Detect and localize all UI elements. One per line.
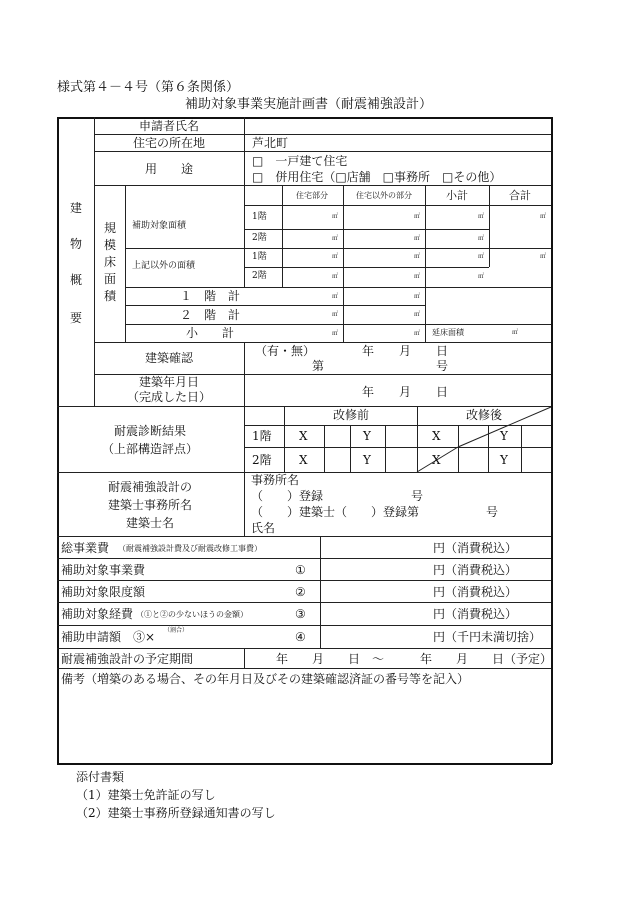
- other-floor1: 1階: [252, 252, 267, 262]
- total-floor-area-label: 延床面積: [432, 328, 464, 337]
- col-header-residential: 住宅部分: [296, 191, 328, 200]
- section-label-2: 物: [70, 237, 83, 251]
- mark-2: ②: [295, 585, 306, 599]
- built-date-sublabel: （完成した日）: [126, 390, 212, 404]
- total-cost-unit: 円（消費税込）: [433, 541, 518, 555]
- col-header-subtotal: 小計: [446, 189, 468, 202]
- confirmation-year: 年: [362, 344, 375, 358]
- col-header-total: 合計: [509, 189, 531, 202]
- built-month: 月: [399, 385, 412, 399]
- floor2-total-label: ２ 階 計: [179, 308, 241, 322]
- diagnosis-sublabel: （上部構造評点）: [101, 442, 199, 456]
- architect-name-label: 氏名: [251, 521, 276, 535]
- request-label: 補助申請額 ③×: [61, 630, 156, 644]
- confirmation-label: 建築確認: [144, 351, 194, 365]
- total-cost-note: （耐震補強設計費及び耐震改修工事費）: [118, 544, 262, 553]
- floor-area-label-2: 模: [104, 238, 117, 252]
- section-label-3: 概: [70, 273, 83, 287]
- attachment-item-2: （2）建築士事務所登録通知書の写し: [76, 806, 276, 820]
- unit: ㎡: [414, 253, 421, 260]
- limit-cost-unit: 円（消費税込）: [433, 585, 518, 599]
- confirmation-yesno[interactable]: （有・無）: [255, 344, 316, 358]
- other-floor2: 2階: [252, 271, 267, 281]
- after-y-2: Y: [500, 453, 508, 467]
- before-y-1: Y: [363, 429, 371, 443]
- designer-label-2: 建築士事務所名: [107, 498, 193, 512]
- after-y-1: Y: [500, 429, 508, 443]
- unit: ㎡: [332, 311, 339, 318]
- unit: ㎡: [478, 235, 485, 242]
- architect-line[interactable]: （ ）建築士（ ）登録第: [251, 505, 420, 519]
- expense-note: （①と②の少ないほうの金額）: [136, 610, 248, 619]
- expense-unit: 円（消費税込）: [433, 607, 518, 621]
- built-date-label: 建築年月日: [138, 375, 200, 389]
- confirmation-month: 月: [399, 344, 412, 358]
- unit: ㎡: [332, 235, 339, 242]
- floor-area-label-1: 規: [104, 221, 117, 235]
- floor1-total-label: １ 階 計: [179, 289, 241, 303]
- target-cost-unit: 円（消費税込）: [433, 563, 518, 577]
- expense-label: 補助対象経費: [61, 607, 134, 621]
- section-label-1: 建: [70, 201, 83, 215]
- unit: ㎡: [478, 273, 485, 280]
- before-y-2: Y: [363, 453, 371, 467]
- other-area-label: 上記以外の面積: [132, 261, 196, 271]
- floor-area-label-5: 積: [104, 289, 117, 303]
- location-label: 住宅の所在地: [132, 136, 206, 150]
- unit: ㎡: [478, 253, 485, 260]
- request-note: （割合）: [164, 627, 189, 634]
- floor-area-label-3: 床: [104, 255, 117, 269]
- before-x-2: X: [299, 453, 308, 467]
- confirmation-number-prefix: 第: [312, 359, 325, 373]
- diagnosis-label: 耐震診断結果: [113, 424, 187, 438]
- unit: ㎡: [332, 330, 339, 337]
- usage-option-detached[interactable]: □ 一戸建て住宅: [252, 154, 348, 168]
- after-x-2: X: [432, 453, 441, 467]
- total-cost-label: 総事業費: [61, 541, 110, 555]
- registration-line[interactable]: （ ）登録: [251, 489, 324, 503]
- mark-1: ①: [295, 563, 306, 577]
- section-label-4: 要: [70, 311, 83, 325]
- unit: ㎡: [414, 311, 421, 318]
- remarks-label: 備考（増築のある場合、その年月日及びその建築確認済証の番号等を記入）: [61, 672, 470, 686]
- designer-label-3: 建築士名: [125, 516, 175, 530]
- designer-label-1: 耐震補強設計の: [107, 480, 193, 494]
- usage-option-mixed[interactable]: □ 併用住宅（□店舗 □事務所 □その他）: [252, 170, 502, 184]
- mark-3: ③: [295, 607, 306, 621]
- attachment-item-1: （1）建築士免許証の写し: [76, 788, 216, 802]
- floor-area-label-4: 面: [104, 272, 117, 286]
- unit: ㎡: [332, 213, 339, 220]
- schedule-label: 耐震補強設計の予定期間: [61, 652, 194, 666]
- usage-label: 用 途: [144, 162, 194, 176]
- page-title: 補助対象事業実施計画書（耐震補強設計）: [185, 97, 433, 112]
- subsidy-area-label: 補助対象面積: [132, 221, 187, 231]
- col-header-non-residential: 住宅以外の部分: [356, 191, 412, 200]
- unit: ㎡: [414, 213, 421, 220]
- built-year: 年: [362, 385, 375, 399]
- after-label: 改修後: [465, 408, 503, 422]
- subsidy-floor2: 2階: [252, 233, 267, 243]
- target-cost-label: 補助対象事業費: [61, 563, 146, 577]
- architect-number-suffix: 号: [486, 505, 499, 519]
- diag-floor2: 2階: [252, 453, 272, 467]
- schedule-period[interactable]: 年 月 日 ～ 年 月 日（予定）: [276, 652, 553, 666]
- unit: ㎡: [414, 273, 421, 280]
- unit: ㎡: [540, 253, 547, 260]
- office-name-label: 事務所名: [251, 473, 300, 487]
- limit-cost-label: 補助対象限度額: [61, 585, 146, 599]
- before-x-1: X: [299, 429, 308, 443]
- mark-4: ④: [295, 630, 306, 644]
- unit: ㎡: [478, 213, 485, 220]
- unit: ㎡: [414, 235, 421, 242]
- form-number: 様式第４－４号（第６条関係）: [57, 80, 240, 95]
- built-day: 日: [436, 385, 449, 399]
- subtotal-label: 小 計: [185, 326, 235, 340]
- unit: ㎡: [332, 253, 339, 260]
- unit: ㎡: [540, 213, 547, 220]
- before-label: 改修前: [332, 408, 370, 422]
- unit: ㎡: [512, 329, 519, 336]
- unit: ㎡: [332, 273, 339, 280]
- registration-number-suffix: 号: [411, 489, 424, 503]
- unit: ㎡: [414, 330, 421, 337]
- unit: ㎡: [414, 293, 421, 300]
- request-unit: 円（千円未満切捨）: [433, 630, 542, 644]
- subsidy-floor1: 1階: [252, 212, 267, 222]
- unit: ㎡: [332, 293, 339, 300]
- location-field[interactable]: 芦北町: [252, 136, 289, 150]
- after-x-1: X: [432, 429, 441, 443]
- applicant-label: 申請者氏名: [138, 119, 200, 133]
- diag-floor1: 1階: [252, 429, 272, 443]
- confirmation-day: 日: [436, 344, 449, 358]
- attachments-title: 添付書類: [76, 770, 125, 784]
- confirmation-number-suffix: 号: [436, 359, 449, 373]
